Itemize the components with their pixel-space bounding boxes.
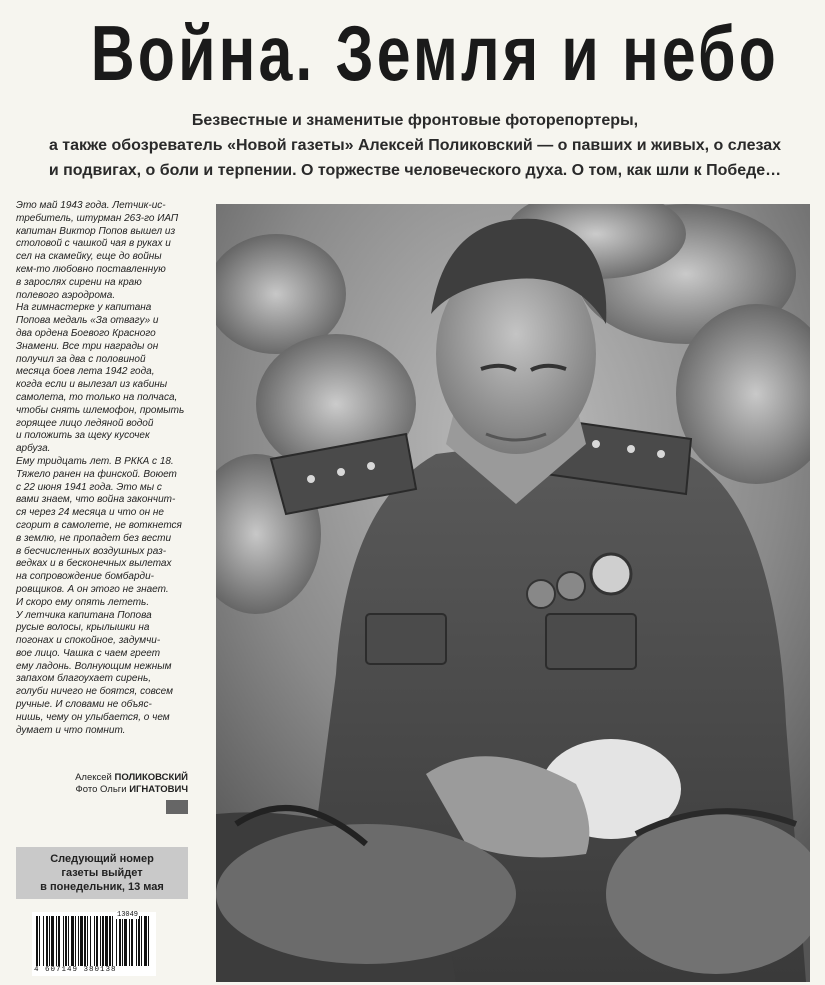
deck-subtitle — [20, 108, 810, 183]
article-line: чтобы снять шлемофон, промыть — [16, 404, 185, 416]
next-issue-line: в понедельник, 13 мая — [40, 881, 164, 893]
article-line: ручные. И словами не объяс- — [16, 699, 152, 711]
article-line: погонах и спокойное, задумчи- — [16, 635, 161, 647]
article-line: полевого аэродрома. — [16, 289, 116, 301]
article-line: ся через 24 месяца и что он не — [16, 507, 164, 519]
next-issue-notice — [16, 847, 188, 899]
article-line: в зарослях сирени на краю — [16, 276, 142, 288]
article-line: капитан Виктор Попов вышел из — [16, 225, 176, 237]
article-line: сгорит в самолете, не воткнется — [16, 519, 182, 531]
article-line: получил за два с половиной — [16, 353, 146, 365]
next-issue-line: газеты выйдет — [61, 867, 143, 879]
article-line: русые волосы, крылышки на — [16, 622, 150, 634]
article-line: Тяжело ранен на финской. Воюет — [16, 468, 177, 480]
photo-credit — [16, 784, 188, 796]
article-line: Попова медаль «За отвагу» и — [16, 315, 159, 327]
article-line: На гимнастерке у капитана — [16, 302, 152, 314]
photo-illustration — [216, 204, 810, 982]
article-line: месяца боев лета 1942 года, — [16, 366, 155, 378]
photographer-last-name: ИГНАТОВИЧ — [129, 784, 188, 795]
photographer-first-name: Ольги — [100, 784, 127, 795]
article-line: столовой с чашкой чая в руках и — [16, 238, 171, 250]
article-line: запахом благоухает сирень, — [16, 673, 152, 685]
article-line: ведках и в бесконечных вылетах — [16, 558, 172, 570]
deck-line: а также обозреватель «Новой газеты» Алексей Поликовский — о павших и живых, о слезах — [48, 137, 782, 154]
article-line: ровщиков. А он этого не знает. — [16, 583, 169, 595]
page-title: Война. Земля и небо — [90, 9, 779, 97]
article-line: горящее лицо ледяной водой — [16, 417, 154, 429]
article-line: сел на скамейку, еще до войны — [16, 251, 162, 263]
article-body — [16, 200, 194, 737]
credit-divider-block — [166, 800, 188, 814]
article-line: в бесчисленных воздушных раз- — [16, 545, 167, 557]
ean-code: 4 607149 380138 — [34, 966, 117, 974]
article-line: Ему тридцать лет. В РККА с 18. — [16, 455, 174, 467]
article-line: Это май 1943 года. Летчик-ис- — [16, 200, 166, 211]
article-line: требитель, штурман 263-го ИАП — [16, 212, 179, 224]
article-line: на сопровождение бомбарди- — [16, 571, 154, 583]
deck-line: Безвестные и знаменитые фронтовые фоторепортеры, — [191, 112, 639, 129]
author-last-name: ПОЛИКОВСКИЙ — [114, 772, 188, 783]
article-line: вое лицо. Чашка с чаем греет — [16, 647, 161, 659]
next-issue-line: Следующий номер — [50, 853, 154, 865]
author-credit — [16, 772, 188, 784]
deck-line: и подвигах, о боли и терпении. О торжестве человеческого духа. О том, как шли к Победе… — [48, 162, 782, 179]
article-line: голуби ничего не боятся, совсем — [16, 686, 173, 698]
article-line: И скоро ему опять лететь. — [16, 596, 150, 608]
article-line: с 22 июня 1941 года. Это мы с — [16, 481, 162, 493]
issue-number: 13049 — [117, 911, 139, 919]
byline — [16, 772, 188, 796]
article-line: арбуза. — [16, 443, 51, 455]
war-photo-pilot-image — [216, 204, 810, 982]
article-line: нишь, чему он улыбается, о чем — [16, 711, 170, 723]
article-line: когда если и вылезал из кабины — [16, 379, 168, 391]
article-line: в землю, не пропадет без вести — [16, 532, 172, 544]
article-line: и положить за щеку кусочек — [16, 430, 150, 442]
photo-prefix: Фото — [75, 784, 98, 795]
article-line: Знамени. Все три награды он — [16, 340, 159, 352]
author-first-name: Алексей — [75, 772, 112, 783]
article-line: ему ладонь. Волнующим нежным — [16, 660, 172, 672]
article-line: вами знаем, что война закончит- — [16, 494, 176, 506]
article-line: думает и что помнит. — [16, 724, 126, 736]
article-line: кем-то любовно поставленную — [16, 263, 166, 275]
article-line: У летчика капитана Попова — [16, 609, 152, 621]
article-line: два ордена Боевого Красного — [16, 327, 156, 339]
article-line: самолета, то только на полчаса, — [16, 391, 178, 403]
